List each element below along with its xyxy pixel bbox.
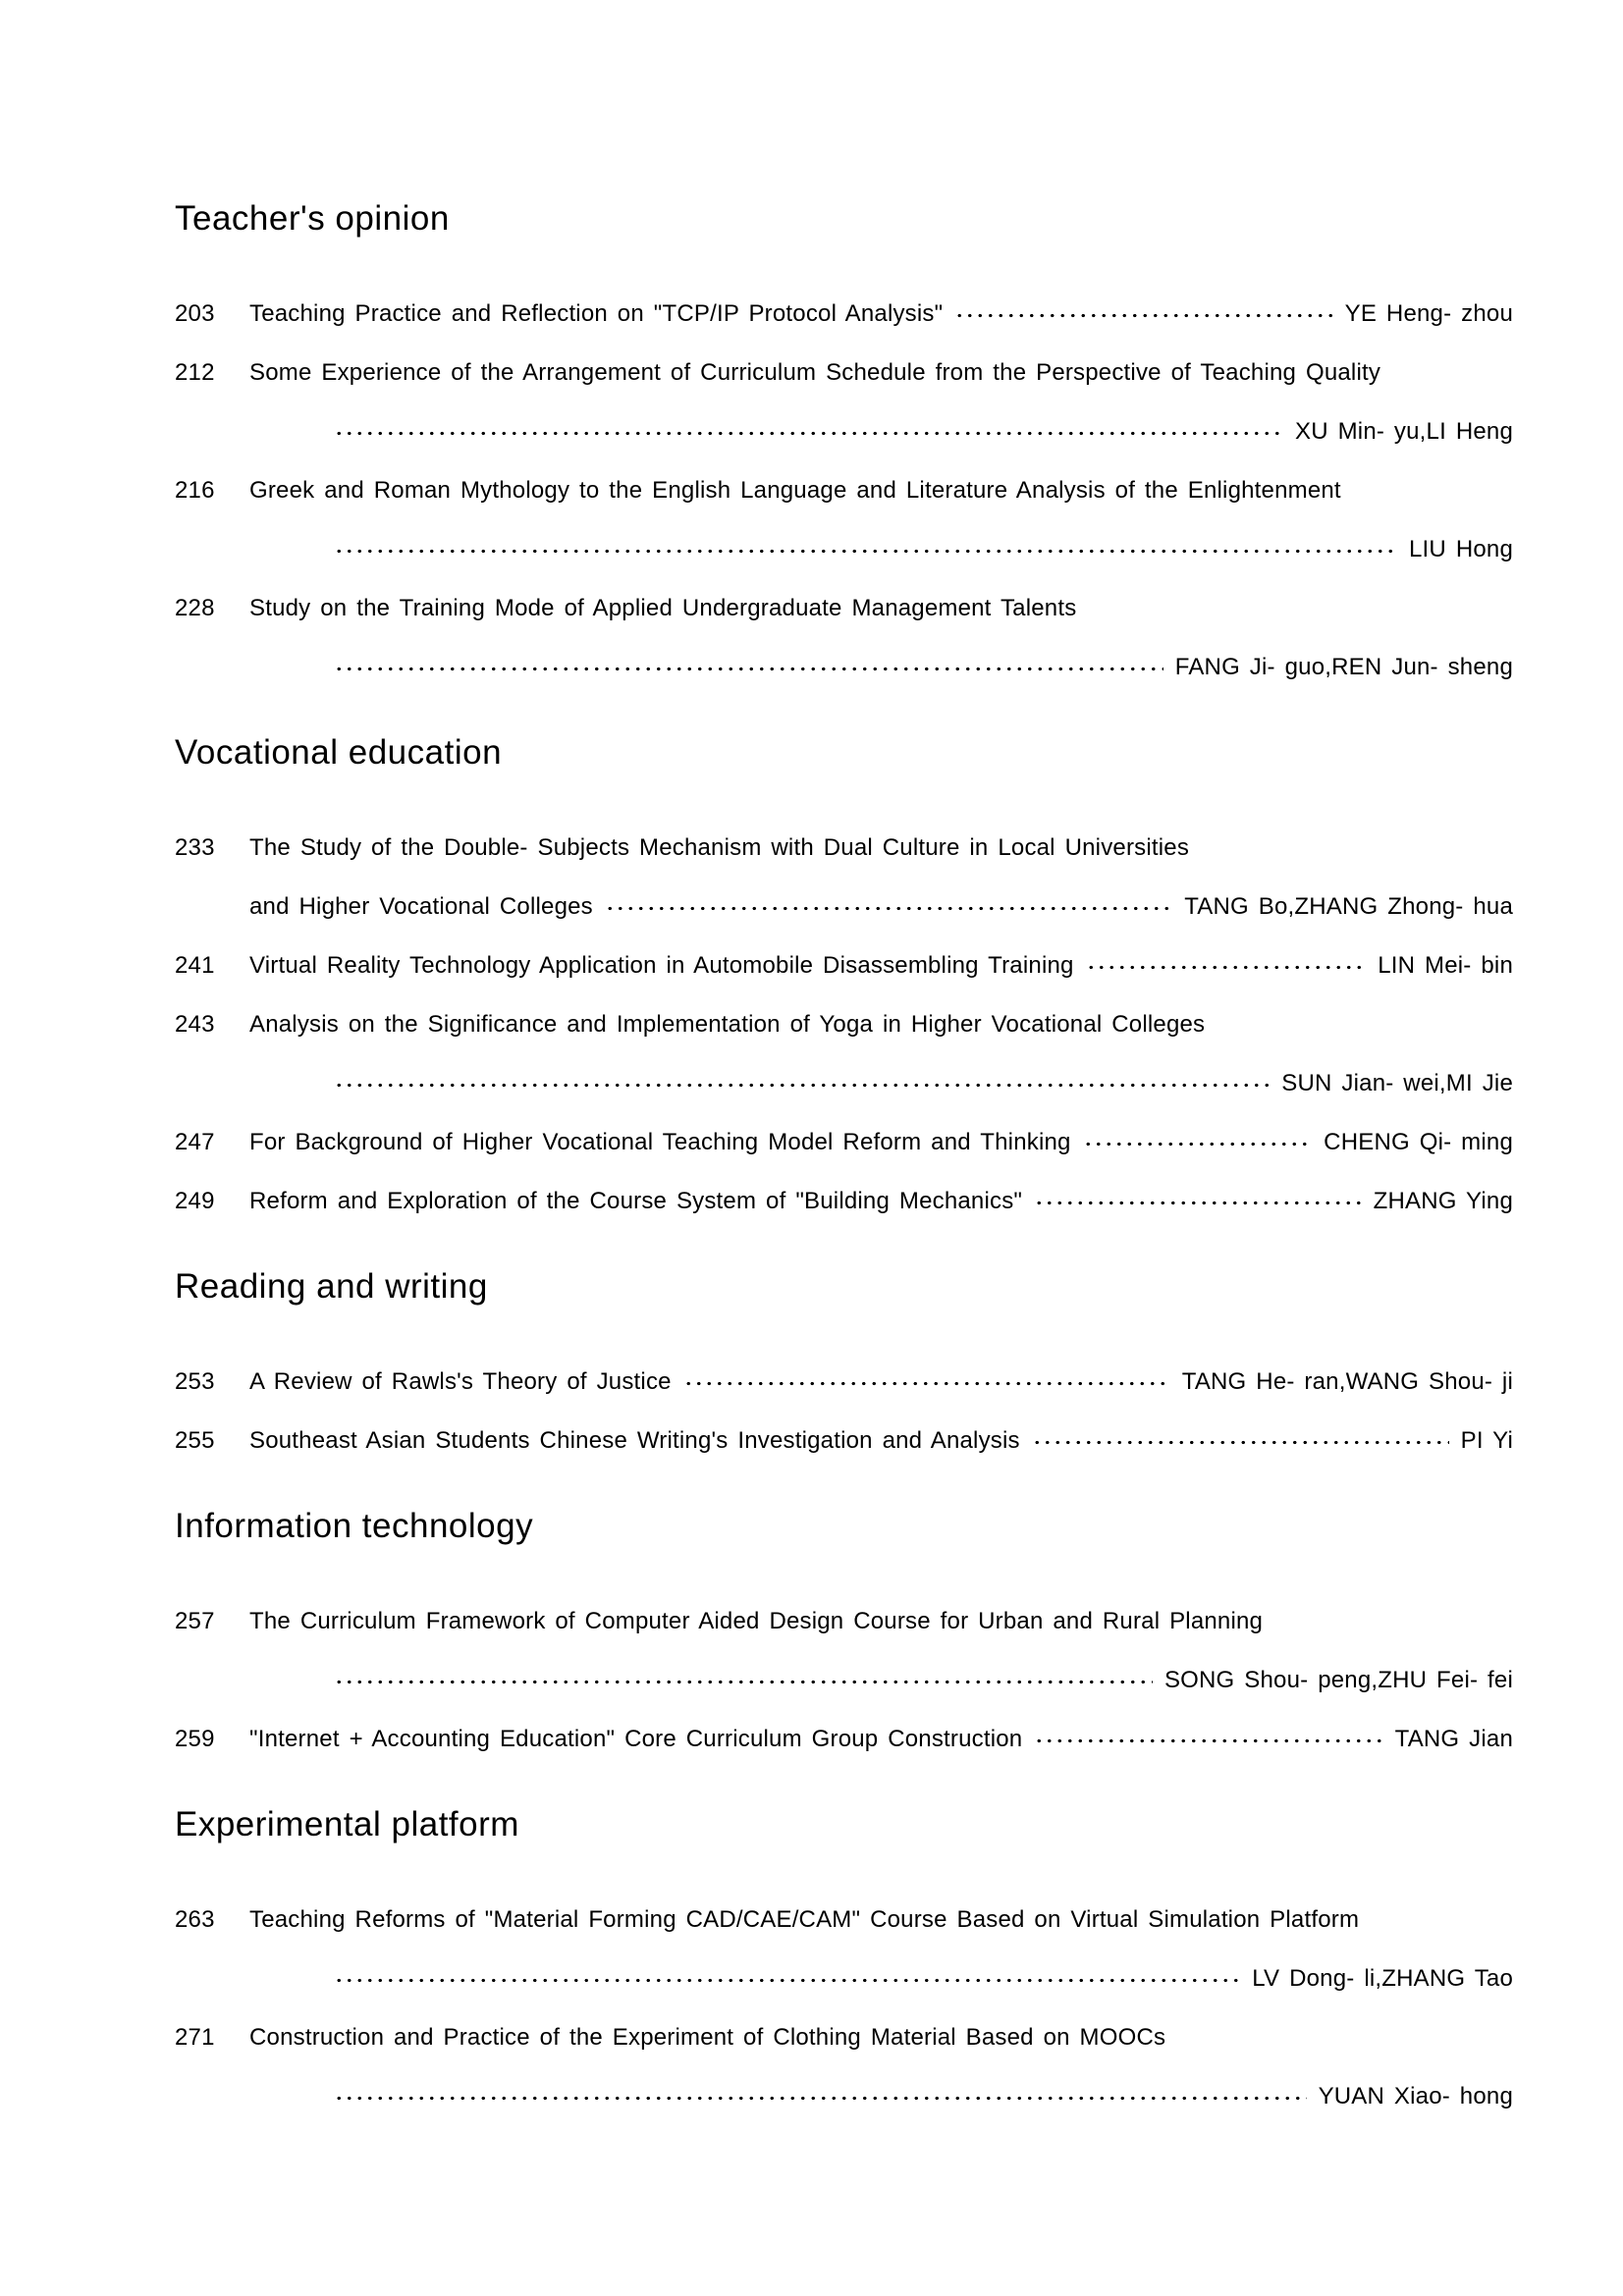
toc-entry: [175, 819, 1513, 878]
entry-title: Teaching Practice and Reflection on "TCP/IP Protocol Analysis": [249, 300, 944, 327]
dotted-leader: [1083, 1132, 1313, 1155]
toc-entry-continuation: [175, 878, 1513, 936]
toc-entry: [175, 1710, 1513, 1769]
entry-authors: CHENG Qi- ming: [1324, 1129, 1513, 1155]
section-vocational-education: [175, 730, 1513, 1231]
entry-title: The Curriculum Framework of Computer Aided Design Course for Urban and Rural Planning: [249, 1608, 1264, 1634]
section-experimental-platform: [175, 1802, 1513, 2126]
entry-title: Some Experience of the Arrangement of Curriculum Schedule from the Perspective of Teaching Quality: [249, 359, 1381, 386]
entry-authors: LV Dong- li,ZHANG Tao: [1252, 1965, 1513, 1992]
entry-title: Study on the Training Mode of Applied Undergraduate Management Talents: [249, 595, 1077, 621]
entry-page-number: 259: [175, 1726, 215, 1752]
entry-authors: YUAN Xiao- hong: [1318, 2083, 1513, 2109]
entry-title: Greek and Roman Mythology to the English Language and Literature Analysis of the Enlightenment: [249, 477, 1341, 504]
dotted-leader: [1034, 1729, 1382, 1752]
toc-entry: [175, 344, 1513, 402]
toc-entry: [175, 1353, 1513, 1412]
entry-authors: SUN Jian- wei,MI Jie: [1281, 1070, 1513, 1096]
entry-title: Reform and Exploration of the Course System of "Building Mechanics": [249, 1188, 1023, 1214]
entry-page-number: 241: [175, 952, 215, 979]
entry-title: Southeast Asian Students Chinese Writing's Investigation and Analysis: [249, 1427, 1020, 1454]
toc-entry-continuation: [175, 1651, 1513, 1710]
toc-entry-continuation: [175, 2067, 1513, 2126]
entry-page-number: 243: [175, 1011, 215, 1038]
toc-entry: [175, 1113, 1513, 1172]
entry-title: For Background of Higher Vocational Teaching Model Reform and Thinking: [249, 1129, 1071, 1155]
section-information-technology: [175, 1504, 1513, 1769]
dotted-leader: [1032, 1430, 1449, 1454]
entry-title: Virtual Reality Technology Application in Automobile Disassembling Training: [249, 952, 1074, 979]
entry-authors: SONG Shou- peng,ZHU Fei- fei: [1163, 1667, 1513, 1693]
section-heading: Reading and writing: [175, 1267, 488, 1306]
toc-entry: [175, 1172, 1513, 1231]
entry-title: A Review of Rawls's Theory of Justice: [249, 1368, 672, 1395]
toc-entry: [175, 2008, 1513, 2067]
section-heading: Information technology: [175, 1507, 534, 1545]
dotted-leader: [1086, 955, 1367, 979]
entry-page-number: 255: [175, 1427, 215, 1454]
toc-entry-continuation: [175, 1949, 1513, 2008]
entry-page-number: 249: [175, 1188, 215, 1214]
section-heading: Experimental platform: [175, 1805, 519, 1843]
dotted-leader: [334, 1073, 1270, 1096]
entry-authors: LIN Mei- bin: [1378, 952, 1513, 979]
dotted-leader: [954, 303, 1332, 327]
toc-entry: [175, 1412, 1513, 1470]
toc-entry-continuation: [175, 638, 1513, 697]
entry-page-number: 263: [175, 1906, 215, 1933]
entry-title: Construction and Practice of the Experiment of Clothing Material Based on MOOCs: [249, 2024, 1166, 2051]
dotted-leader: [334, 2086, 1307, 2109]
section-heading: Teacher's opinion: [175, 199, 450, 238]
entry-authors: PI Yi: [1460, 1427, 1513, 1454]
dotted-leader: [334, 1968, 1240, 1992]
section-reading-and-writing: [175, 1264, 1513, 1470]
entry-authors: ZHANG Ying: [1373, 1188, 1513, 1214]
entry-authors: LIU Hong: [1409, 536, 1513, 562]
toc-entry-continuation: [175, 520, 1513, 579]
entry-title: Teaching Reforms of "Material Forming CAD/CAE/CAM" Course Based on Virtual Simulation Platform: [249, 1906, 1360, 1933]
entry-title: Analysis on the Significance and Implementation of Yoga in Higher Vocational Colleges: [249, 1011, 1206, 1038]
toc-entry-continuation: [175, 1054, 1513, 1113]
entry-authors: YE Heng- zhou: [1344, 300, 1513, 327]
toc-entry: [175, 579, 1513, 638]
entry-title: "Internet + Accounting Education" Core Curriculum Group Construction: [249, 1726, 1023, 1752]
dotted-leader: [605, 896, 1172, 920]
entry-authors: TANG Jian: [1394, 1726, 1513, 1752]
toc-entry: [175, 461, 1513, 520]
dotted-leader: [334, 539, 1397, 562]
entry-authors: FANG Ji- guo,REN Jun- sheng: [1174, 654, 1513, 680]
toc-entry: [175, 936, 1513, 995]
dotted-leader: [334, 657, 1163, 680]
dotted-leader: [1034, 1191, 1361, 1214]
section-teachers-opinion: [175, 196, 1513, 697]
entry-page-number: 233: [175, 834, 215, 861]
entry-page-number: 271: [175, 2024, 215, 2051]
entry-page-number: 228: [175, 595, 215, 621]
entry-authors: TANG Bo,ZHANG Zhong- hua: [1184, 893, 1513, 920]
entry-title-continued: and Higher Vocational Colleges: [249, 893, 593, 920]
entry-page-number: 216: [175, 477, 215, 504]
entry-page-number: 203: [175, 300, 215, 327]
dotted-leader: [334, 421, 1283, 445]
section-heading: Vocational education: [175, 733, 503, 772]
entry-page-number: 247: [175, 1129, 215, 1155]
toc-entry: [175, 285, 1513, 344]
toc-entry: [175, 1592, 1513, 1651]
dotted-leader: [683, 1371, 1170, 1395]
toc-entry: [175, 1891, 1513, 1949]
entry-authors: TANG He- ran,WANG Shou- ji: [1181, 1368, 1513, 1395]
entry-title: The Study of the Double- Subjects Mechanism with Dual Culture in Local Universities: [249, 834, 1190, 861]
entry-page-number: 212: [175, 359, 215, 386]
entry-page-number: 253: [175, 1368, 215, 1395]
toc-entry-continuation: [175, 402, 1513, 461]
entry-page-number: 257: [175, 1608, 215, 1634]
toc-entry: [175, 995, 1513, 1054]
entry-authors: XU Min- yu,LI Heng: [1294, 418, 1513, 445]
dotted-leader: [334, 1670, 1153, 1693]
